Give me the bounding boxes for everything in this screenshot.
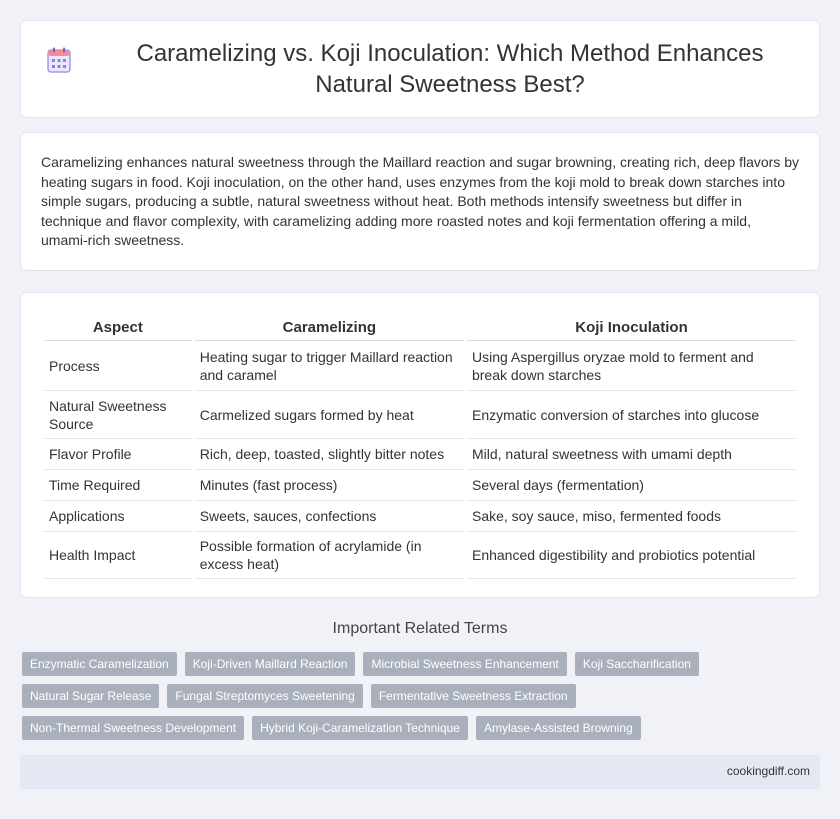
cell-koji: Sake, soy sauce, miso, fermented foods (467, 501, 796, 532)
related-term-tag[interactable]: Fermentative Sweetness Extraction (371, 684, 576, 708)
cell-aspect: Flavor Profile (44, 439, 192, 470)
cell-koji: Several days (fermentation) (467, 470, 796, 501)
related-term-tag[interactable]: Amylase-Assisted Browning (476, 716, 641, 740)
cell-koji: Using Aspergillus oryzae mold to ferment and break down starches (467, 341, 796, 391)
cell-caramelizing: Minutes (fast process) (195, 470, 464, 501)
cell-aspect: Process (44, 341, 192, 391)
table-row (44, 470, 796, 501)
title-card (20, 20, 820, 118)
header-koji-inoculation: Koji Inoculation (467, 315, 796, 341)
table-row (44, 341, 796, 391)
table-row (44, 532, 796, 579)
related-term-tag[interactable]: Koji Saccharification (575, 652, 699, 676)
cell-aspect: Natural Sweetness Source (44, 391, 192, 439)
footer-site-link[interactable]: cookingdiff.com (726, 764, 810, 778)
intro-card (20, 132, 820, 271)
footer-bar (20, 755, 820, 789)
related-term-tag[interactable]: Natural Sugar Release (22, 684, 159, 708)
cell-aspect: Applications (44, 501, 192, 532)
cell-koji: Mild, natural sweetness with umami depth (467, 439, 796, 470)
comparison-table (41, 315, 799, 579)
header-caramelizing: Caramelizing (195, 315, 464, 341)
comparison-card (20, 292, 820, 598)
related-term-tag[interactable]: Fungal Streptomyces Sweetening (167, 684, 362, 708)
related-term-tag[interactable]: Koji-Driven Maillard Reaction (185, 652, 356, 676)
cell-aspect: Health Impact (44, 532, 192, 579)
cell-caramelizing: Rich, deep, toasted, slightly bitter notes (195, 439, 464, 470)
cell-caramelizing: Possible formation of acrylamide (in excess heat) (195, 532, 464, 579)
cell-caramelizing: Heating sugar to trigger Maillard reaction and caramel (195, 341, 464, 391)
header-aspect: Aspect (44, 315, 192, 341)
cell-caramelizing: Carmelized sugars formed by heat (195, 391, 464, 439)
table-row (44, 439, 796, 470)
related-term-tag[interactable]: Non-Thermal Sweetness Development (22, 716, 244, 740)
table-header-row (44, 315, 796, 341)
cell-koji: Enhanced digestibility and probiotics potential (467, 532, 796, 579)
related-term-tag[interactable]: Enzymatic Caramelization (22, 652, 177, 676)
related-terms-title: Important Related Terms (332, 620, 508, 637)
related-term-tag[interactable]: Hybrid Koji-Caramelization Technique (252, 716, 468, 740)
cell-caramelizing: Sweets, sauces, confections (195, 501, 464, 532)
related-terms-list (22, 652, 802, 740)
cell-koji: Enzymatic conversion of starches into glucose (467, 391, 796, 439)
table-row (44, 501, 796, 532)
intro-paragraph: Caramelizing enhances natural sweetness through the Maillard reaction and sugar browning, creating rich, deep flavors by heating sugars in food. Koji inoculation, on the other hand, uses enzymes from the koji mold to break down starches into simple sugars, producing a subtle, natural sweetness without heat. Both methods intensify sweetness but differ in technique and flavor complexity, with caramelizing adding more roasted notes and koji fermentation offering a mild, umami-rich sweetness. (41, 154, 799, 248)
related-term-tag[interactable]: Microbial Sweetness Enhancement (363, 652, 566, 676)
cell-aspect: Time Required (44, 470, 192, 501)
page-title: Caramelizing vs. Koji Inoculation: Which Method Enhances Natural Sweetness Best? (136, 40, 764, 98)
table-row (44, 391, 796, 439)
